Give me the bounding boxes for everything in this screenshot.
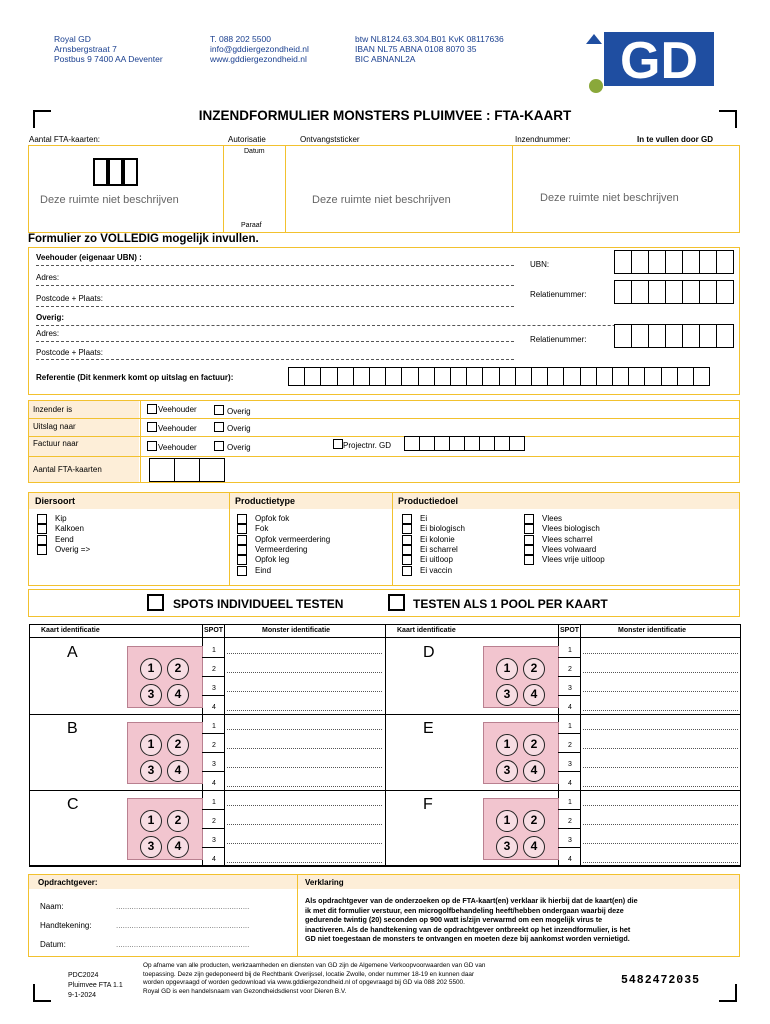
- verklaring-text: Als opdrachtgever van de onderzoeken op de FTA-kaart(en) verklaar ik hierbij dat de kaart(en) die ik met dit formulier verstuur, een microgolfbehandeling heeft/hebben ondergaan waarbij deze gedurende twintig (20) seconden op 900 watt is/zijn verwarmd om een mogelijk virus te inactiveren. Als de handtekening van de opdrachtgever ontbreekt op het inzendformulier, is het GD niet toegestaan de monsters te ontvangen en moeten deze bij aankomst worden vernietigd.: [305, 896, 638, 944]
- char-box[interactable]: [304, 367, 321, 386]
- spot-number: 3: [212, 685, 216, 692]
- referentie-label: Referentie (Dit kenmerk komt op uitslag en factuur):: [36, 373, 234, 382]
- char-box[interactable]: [401, 367, 418, 386]
- handtekening-label: Handtekening:: [40, 921, 92, 930]
- productiedoel-vlees-checkbox[interactable]: [524, 514, 534, 524]
- factuur-overig-label: Overig: [227, 443, 251, 452]
- factuur-veehouder-label: Veehouder: [158, 443, 197, 452]
- card-letter: B: [67, 720, 78, 737]
- productietype-checkbox[interactable]: [237, 524, 247, 534]
- productiedoel-vlees-checkbox[interactable]: [524, 535, 534, 545]
- char-box[interactable]: [174, 458, 200, 482]
- char-box[interactable]: [547, 367, 564, 386]
- fta-count-box[interactable]: [108, 158, 123, 186]
- pool-checkbox[interactable]: [388, 594, 405, 611]
- char-box[interactable]: [385, 367, 402, 386]
- spot-circle: 1: [496, 810, 518, 832]
- spot-number: 1: [568, 799, 572, 806]
- productiedoel-option: Ei scharrel: [420, 544, 458, 554]
- card-letter: F: [423, 796, 433, 813]
- spot-number: 3: [568, 761, 572, 768]
- spot-number: 2: [568, 666, 572, 673]
- monster-id-field[interactable]: [227, 691, 382, 692]
- spot-circle: 1: [140, 810, 162, 832]
- diersoort-option: Eend: [55, 534, 74, 544]
- char-box[interactable]: [369, 367, 386, 386]
- monster-id-field[interactable]: [227, 824, 382, 825]
- corner-mark: [719, 984, 737, 1002]
- monster-id-field[interactable]: [227, 710, 382, 711]
- aantal-label: Aantal FTA-kaarten:: [29, 135, 100, 144]
- handtekening-field[interactable]: ............................................................: [116, 921, 250, 930]
- char-box[interactable]: [531, 367, 548, 386]
- factuur-label: Factuur naar: [33, 439, 79, 448]
- testen-section: [28, 589, 740, 617]
- row-line: [202, 809, 224, 810]
- monster-id-field[interactable]: [227, 672, 382, 673]
- diersoort-checkbox[interactable]: [37, 545, 47, 555]
- spot-circle: 2: [523, 810, 545, 832]
- spot-circle: 3: [140, 684, 162, 706]
- monster-id-field[interactable]: [583, 672, 738, 673]
- diersoort-checkbox[interactable]: [37, 535, 47, 545]
- productiedoel-vlees-checkbox[interactable]: [524, 545, 534, 555]
- instructie-text: Formulier zo VOLLEDIG mogelijk invullen.: [28, 233, 259, 245]
- spot-circle: 1: [140, 658, 162, 680]
- card-row-line: [385, 790, 741, 791]
- char-box[interactable]: [419, 436, 435, 451]
- char-box[interactable]: [677, 367, 694, 386]
- char-box[interactable]: [479, 436, 495, 451]
- char-box[interactable]: [716, 280, 734, 304]
- spot-number: 2: [212, 818, 216, 825]
- spot-number: 1: [568, 723, 572, 730]
- row-line: [202, 847, 224, 848]
- char-box[interactable]: [614, 324, 632, 348]
- project-label: Projectnr. GD: [343, 441, 392, 450]
- char-box[interactable]: [665, 250, 683, 274]
- diersoort-checkbox[interactable]: [37, 524, 47, 534]
- row-line: [558, 695, 580, 696]
- row-line: [558, 809, 580, 810]
- factuur-veehouder-checkbox[interactable]: [147, 441, 157, 451]
- productiedoel-vlees-option: Vlees biologisch: [542, 524, 600, 534]
- individueel-label: SPOTS INDIVIDUEEL TESTEN: [173, 597, 344, 611]
- spot-circle: 2: [523, 658, 545, 680]
- spot-circle: 3: [140, 760, 162, 782]
- char-box[interactable]: [464, 436, 480, 451]
- row-line: [202, 657, 224, 658]
- monster-id-field[interactable]: [583, 653, 738, 654]
- productiedoel-vlees-option: Vlees scharrel: [542, 534, 593, 544]
- productietype-title: Productietype: [235, 496, 296, 506]
- verklaring-title: Verklaring: [305, 878, 344, 887]
- row-line: [202, 771, 224, 772]
- productietype-checkbox[interactable]: [237, 545, 247, 555]
- monster-id-field[interactable]: [583, 691, 738, 692]
- uitslag-veehouder-checkbox[interactable]: [147, 422, 157, 432]
- monster-id-field[interactable]: [583, 862, 738, 863]
- monster-id-field[interactable]: [227, 805, 382, 806]
- paraaf-label: Paraaf: [241, 222, 262, 229]
- monster-id-field[interactable]: [583, 843, 738, 844]
- char-box[interactable]: [631, 324, 649, 348]
- naam-field[interactable]: ............................................................: [116, 902, 250, 911]
- iban: IBAN NL75 ABNA 0108 8070 35: [355, 44, 477, 54]
- uitslag-overig-checkbox[interactable]: [214, 422, 224, 432]
- monster-id-field[interactable]: [583, 824, 738, 825]
- diersoort-option: Kalkoen: [55, 524, 84, 534]
- productiedoel-checkbox[interactable]: [402, 545, 412, 555]
- datum-label: Datum:: [40, 940, 66, 949]
- productiedoel-option: Ei kolonie: [420, 534, 455, 544]
- char-box[interactable]: [466, 367, 483, 386]
- individueel-checkbox[interactable]: [147, 594, 164, 611]
- char-box[interactable]: [614, 280, 632, 304]
- char-box[interactable]: [648, 280, 666, 304]
- monster-id-field[interactable]: [227, 767, 382, 768]
- corner-mark: [33, 984, 51, 1002]
- niet-beschrijven-2: Deze ruimte niet beschrijven: [312, 194, 451, 206]
- company-fiscal: [355, 34, 504, 64]
- char-box[interactable]: [337, 367, 354, 386]
- bic: BIC ABNANL2A: [355, 54, 416, 64]
- productiedoel-checkbox[interactable]: [402, 524, 412, 534]
- overig-label: Overig:: [36, 313, 65, 322]
- row-line: [558, 847, 580, 848]
- naam-label: Naam:: [40, 902, 64, 911]
- card-letter: C: [67, 796, 79, 813]
- fta-count-box[interactable]: [93, 158, 108, 186]
- char-box[interactable]: [596, 367, 613, 386]
- char-box[interactable]: [699, 324, 717, 348]
- card-row-line: [29, 714, 385, 715]
- productietype-option: Opfok vermeerdering: [255, 534, 331, 544]
- productietype-checkbox[interactable]: [237, 514, 247, 524]
- char-box[interactable]: [353, 367, 370, 386]
- col-kaart-header: Kaart identificatie: [41, 627, 100, 634]
- fta-card-image: [483, 798, 559, 860]
- spot-circle: 3: [496, 684, 518, 706]
- spot-number: 2: [568, 818, 572, 825]
- card-row-line: [29, 866, 385, 867]
- postcode2-label: Postcode + Plaats:: [36, 348, 103, 357]
- productiedoel-checkbox[interactable]: [402, 555, 412, 565]
- adres2-label: Adres:: [36, 329, 60, 338]
- spot-circle: 2: [523, 734, 545, 756]
- productietype-checkbox[interactable]: [237, 566, 247, 576]
- spot-number: 3: [568, 685, 572, 692]
- spot-circle: 1: [496, 734, 518, 756]
- invullen-label: In te vullen door GD: [637, 135, 714, 144]
- company-address: [54, 34, 163, 64]
- char-box[interactable]: [661, 367, 678, 386]
- company-contact: [210, 34, 309, 64]
- spot-circle: 1: [140, 734, 162, 756]
- row-line: [202, 828, 224, 829]
- relatienummer2-label: Relatienummer:: [530, 335, 587, 344]
- spot-circle: 2: [167, 734, 189, 756]
- monster-id-field[interactable]: [583, 786, 738, 787]
- productiedoel-option: Ei: [420, 514, 428, 523]
- svg-text:GD: GD: [620, 32, 698, 90]
- spot-number: 3: [212, 837, 216, 844]
- productiedoel-option: Ei vaccin: [420, 565, 453, 575]
- char-box[interactable]: [693, 367, 710, 386]
- char-box[interactable]: [509, 436, 525, 451]
- diersoort-option: Overig =>: [55, 544, 91, 554]
- spot-number: 4: [568, 780, 572, 787]
- char-box[interactable]: [288, 367, 305, 386]
- fta-card-image: [127, 722, 203, 784]
- monster-id-field[interactable]: [227, 729, 382, 730]
- card-letter: A: [67, 644, 78, 661]
- page-title: INZENDFORMULIER MONSTERS PLUIMVEE : FTA-KAART: [198, 108, 572, 123]
- card-row-line: [385, 714, 741, 715]
- char-box[interactable]: [631, 280, 649, 304]
- row-line: [202, 695, 224, 696]
- monster-id-field[interactable]: [227, 786, 382, 787]
- col-monster-header: Monster identificatie: [618, 627, 687, 634]
- char-box[interactable]: [648, 324, 666, 348]
- productiedoel-checkbox[interactable]: [402, 566, 412, 576]
- datum-label: Datum: [244, 148, 265, 155]
- aantal2-label: Aantal FTA-kaarten: [33, 465, 102, 474]
- niet-beschrijven-1: Deze ruimte niet beschrijven: [40, 194, 179, 206]
- char-box[interactable]: [418, 367, 435, 386]
- char-box[interactable]: [682, 250, 700, 274]
- spot-circle: 4: [167, 836, 189, 858]
- fta-card-image: [483, 646, 559, 708]
- productietype-option: Opfok fok: [255, 514, 290, 523]
- col-divider: [580, 624, 581, 866]
- productiedoel-vlees-option: Vlees volwaard: [542, 544, 597, 554]
- char-box[interactable]: [699, 250, 717, 274]
- spot-circle: 1: [496, 658, 518, 680]
- row-line: [558, 771, 580, 772]
- spot-number: 3: [212, 761, 216, 768]
- fta-count-box[interactable]: [123, 158, 138, 186]
- spot-number: 4: [568, 856, 572, 863]
- project-checkbox[interactable]: [333, 439, 343, 449]
- diersoort-title: Diersoort: [35, 496, 76, 506]
- char-box[interactable]: [580, 367, 597, 386]
- veehouder-label: Veehouder (eigenaar UBN) :: [36, 253, 142, 262]
- spot-circle: 4: [523, 684, 545, 706]
- spot-circle: 3: [496, 836, 518, 858]
- productiedoel-option: Ei uitloop: [420, 555, 453, 565]
- char-box[interactable]: [648, 250, 666, 274]
- adres-label: Adres:: [36, 273, 60, 282]
- ontvangst-label: Ontvangststicker: [300, 135, 360, 144]
- char-box[interactable]: [631, 250, 649, 274]
- uitslag-label: Uitslag naar: [33, 422, 76, 431]
- opdracht-title: Opdrachtgever:: [38, 878, 98, 887]
- spot-circle: 2: [167, 658, 189, 680]
- row-line: [558, 657, 580, 658]
- char-box[interactable]: [482, 367, 499, 386]
- char-box[interactable]: [434, 436, 450, 451]
- website: www.gddiergezondheid.nl: [210, 54, 307, 64]
- row-line: [558, 676, 580, 677]
- gd-logo: [584, 26, 720, 96]
- row-line: [558, 828, 580, 829]
- char-box[interactable]: [320, 367, 337, 386]
- spot-number: 4: [212, 780, 216, 787]
- card-row-line: [385, 866, 741, 867]
- char-box[interactable]: [628, 367, 645, 386]
- char-box[interactable]: [682, 280, 700, 304]
- uitslag-overig-label: Overig: [227, 424, 251, 433]
- form-code: PDC2024 Pluimvee FTA 1.1 9-1-2024: [68, 972, 123, 999]
- col-monster-header: Monster identificatie: [262, 627, 331, 634]
- row-line: [202, 752, 224, 753]
- card-letter: D: [423, 644, 435, 661]
- autorisatie-label: Autorisatie: [228, 135, 266, 144]
- inzender-overig-checkbox[interactable]: [214, 405, 224, 415]
- char-box[interactable]: [665, 324, 683, 348]
- productiedoel-title: Productiedoel: [398, 496, 459, 506]
- productiedoel-checkbox[interactable]: [402, 535, 412, 545]
- fta-card-image: [127, 646, 203, 708]
- productietype-option: Vermeerdering: [255, 544, 308, 554]
- fta-card-image: [127, 798, 203, 860]
- spot-number: 1: [212, 799, 216, 806]
- productietype-checkbox[interactable]: [237, 535, 247, 545]
- char-box[interactable]: [449, 436, 465, 451]
- char-box[interactable]: [665, 280, 683, 304]
- monster-id-field[interactable]: [227, 748, 382, 749]
- productiedoel-vlees-option: Vlees: [542, 514, 563, 523]
- monster-id-field[interactable]: [583, 805, 738, 806]
- relatienummer-label: Relatienummer:: [530, 290, 587, 299]
- diersoort-checkbox[interactable]: [37, 514, 47, 524]
- email: info@gddiergezondheid.nl: [210, 44, 309, 54]
- card-letter: E: [423, 720, 434, 737]
- spot-circle: 2: [167, 810, 189, 832]
- spot-circle: 3: [140, 836, 162, 858]
- spot-number: 3: [568, 837, 572, 844]
- productiedoel-vlees-checkbox[interactable]: [524, 555, 534, 565]
- spot-circle: 4: [523, 836, 545, 858]
- niet-beschrijven-3: Deze ruimte niet beschrijven: [540, 192, 679, 204]
- fta-card-image: [483, 722, 559, 784]
- pool-label: TESTEN ALS 1 POOL PER KAART: [413, 597, 608, 611]
- char-box[interactable]: [199, 458, 225, 482]
- monster-id-field[interactable]: [227, 862, 382, 863]
- inzender-veehouder-checkbox[interactable]: [147, 404, 157, 414]
- postcode-label: Postcode + Plaats:: [36, 294, 103, 303]
- row-line: [202, 676, 224, 677]
- spot-number: 4: [568, 704, 572, 711]
- datum-field[interactable]: ............................................................: [116, 940, 250, 949]
- inzender-veehouder-label: Veehouder: [158, 405, 197, 414]
- monster-id-field[interactable]: [227, 843, 382, 844]
- company-street: Arnsbergstraat 7: [54, 44, 117, 54]
- spot-number: 1: [212, 723, 216, 730]
- char-box[interactable]: [450, 367, 467, 386]
- spot-number: 4: [212, 704, 216, 711]
- monster-id-field[interactable]: [583, 767, 738, 768]
- productiedoel-checkbox[interactable]: [402, 514, 412, 524]
- productietype-checkbox[interactable]: [237, 555, 247, 565]
- char-box[interactable]: [494, 436, 510, 451]
- phone: T. 088 202 5500: [210, 34, 271, 44]
- spot-number: 2: [212, 742, 216, 749]
- inzender-overig-label: Overig: [227, 407, 251, 416]
- char-box[interactable]: [612, 367, 629, 386]
- footer-text: Op afname van alle producten, werkzaamheden en diensten van GD zijn de Algemene Verkoopvoorwaarden van GD van toepassing. Deze zijn gedeponeerd bij de Rechtbank Overijssel, locatie Zwolle, onder nummer 18-19 en kunnen daar worden opgevraagd of worden gedownload via www.gddiergezondheid.nl of opgevraagd bij GD via 088 202 5500. Royal GD is een handelsnaam van Gezondheidsdienst voor Dieren B.V.: [143, 962, 486, 995]
- spot-number: 2: [568, 742, 572, 749]
- productiedoel-option: Ei biologisch: [420, 524, 465, 534]
- char-box[interactable]: [434, 367, 451, 386]
- col-spot-header: SPOT: [560, 627, 580, 634]
- row-line: [558, 733, 580, 734]
- factuur-overig-checkbox[interactable]: [214, 441, 224, 451]
- btw-kvk: btw NL8124.63.304.B01 KvK 08117636: [355, 34, 504, 44]
- spot-number: 1: [568, 647, 572, 654]
- spot-circle: 4: [167, 760, 189, 782]
- monster-id-field[interactable]: [583, 748, 738, 749]
- card-row-line: [29, 790, 385, 791]
- char-box[interactable]: [499, 367, 516, 386]
- monster-id-field[interactable]: [583, 710, 738, 711]
- char-box[interactable]: [614, 250, 632, 274]
- spot-number: 4: [212, 856, 216, 863]
- col-divider: [224, 624, 225, 866]
- col-spot-header: SPOT: [204, 627, 224, 634]
- char-box[interactable]: [515, 367, 532, 386]
- spot-number: 1: [212, 647, 216, 654]
- spot-number: 2: [212, 666, 216, 673]
- row-line: [202, 733, 224, 734]
- productiedoel-vlees-checkbox[interactable]: [524, 524, 534, 534]
- char-box[interactable]: [716, 250, 734, 274]
- char-box[interactable]: [699, 280, 717, 304]
- uitslag-veehouder-label: Veehouder: [158, 424, 197, 433]
- diersoort-option: Kip: [55, 514, 67, 523]
- productietype-option: Eind: [255, 565, 272, 575]
- char-box[interactable]: [404, 436, 420, 451]
- spot-circle: 4: [523, 760, 545, 782]
- row-line: [558, 752, 580, 753]
- monster-id-field[interactable]: [583, 729, 738, 730]
- productietype-option: Fok: [255, 524, 269, 534]
- form-number: 5482472035: [621, 974, 701, 987]
- char-box[interactable]: [644, 367, 661, 386]
- productietype-option: Opfok leg: [255, 555, 290, 565]
- inzendnummer-label: Inzendnummer:: [515, 135, 571, 144]
- spot-circle: 4: [167, 684, 189, 706]
- char-box[interactable]: [149, 458, 175, 482]
- ubn-label: UBN:: [530, 260, 550, 269]
- char-box[interactable]: [682, 324, 700, 348]
- company-postbus: Postbus 9 7400 AA Deventer: [54, 54, 163, 64]
- char-box[interactable]: [716, 324, 734, 348]
- company-name: Royal GD: [54, 34, 91, 44]
- monster-id-field[interactable]: [227, 653, 382, 654]
- col-kaart-header: Kaart identificatie: [397, 627, 456, 634]
- char-box[interactable]: [563, 367, 580, 386]
- inzender-label: Inzender is: [33, 405, 73, 414]
- spot-circle: 3: [496, 760, 518, 782]
- productiedoel-vlees-option: Vlees vrije uitloop: [542, 555, 605, 565]
